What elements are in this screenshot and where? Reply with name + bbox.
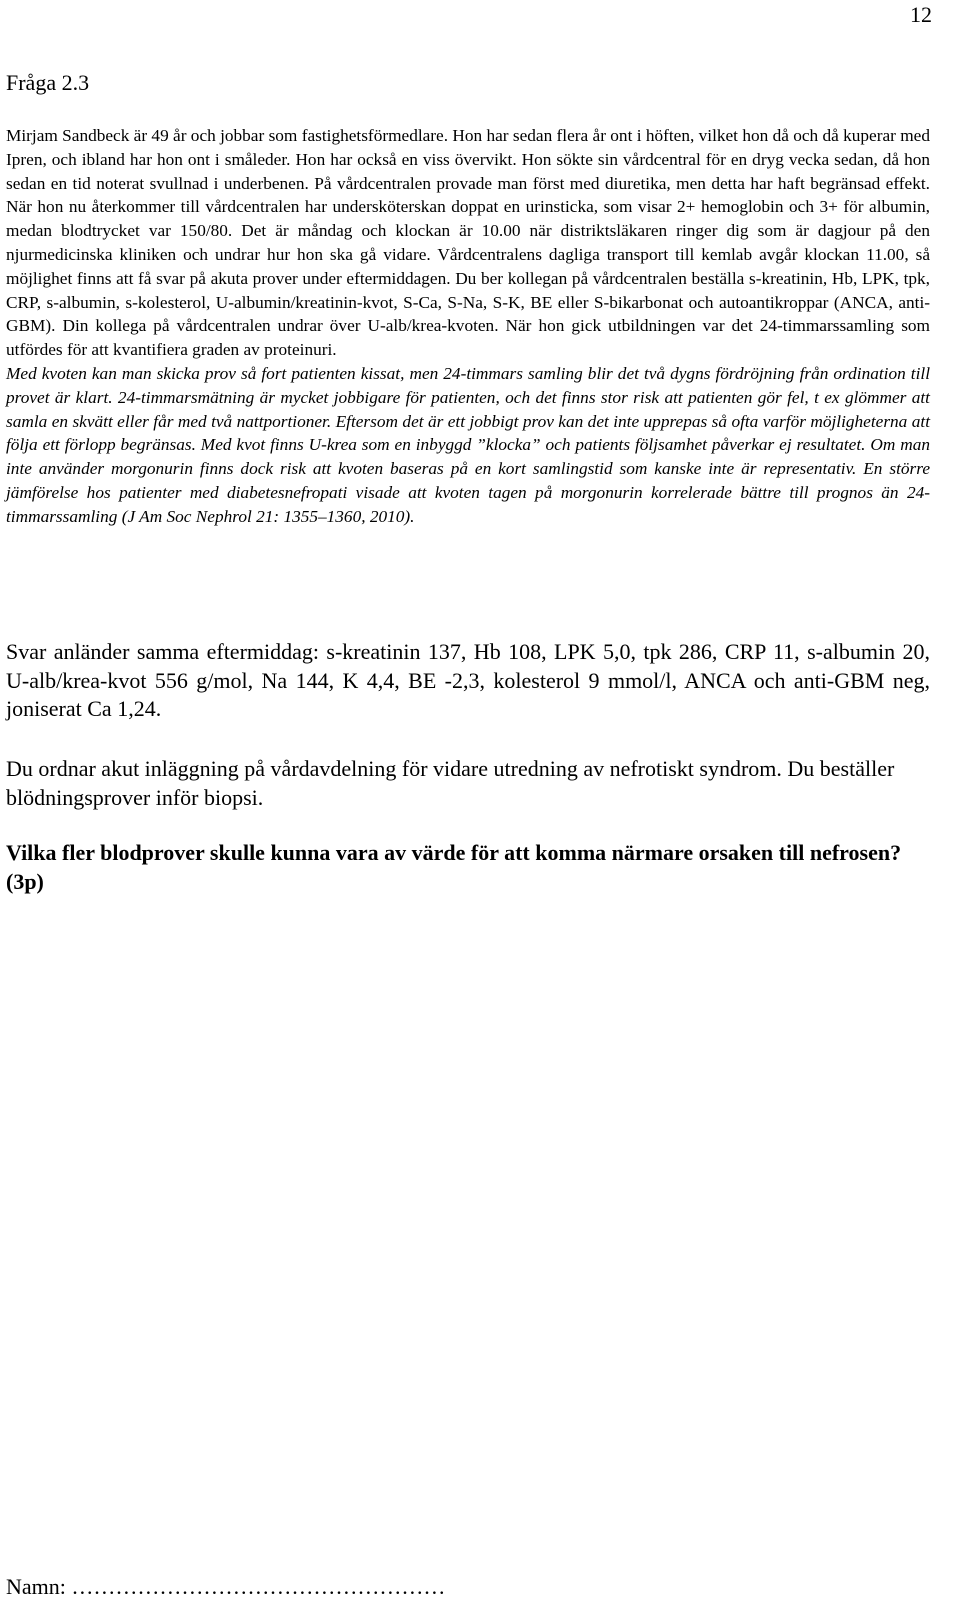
case-paragraph: Mirjam Sandbeck är 49 år och jobbar som fastighetsförmedlare. Hon har sedan flera år ont i höften, vilket hon då och då kuperar med Ipren, och ibland har hon ont i småleder. Hon har också en viss övervikt. Hon sökte sin vårdcentral för en dryg vecka sedan, då hon sedan en tid noterat svullnad i underbenen. På vårdcentralen provade man först med diuretika, men detta har haft begränsad effekt. När hon nu återkommer till vårdcentralen har undersköterskan doppat en urinsticka, som visar 2+ hemoglobin och 3+ för albumin, medan blodtrycket var 150/80. Det är måndag och klockan är 10.00 när distriktsläkaren ringer dig som är dagjour på den njurmedicinska kliniken och undrar hur hon ska gå vidare. Vårdcentralens dagliga transport till kemlab avgår klockan 11.00, så möjlighet finns att få svar på akuta prover under eftermiddagen. Du ber kollegan på vårdcentralen beställa s-kreatinin, Hb, LPK, tpk, CRP, s-albumin, s-kolesterol, U-albumin/kreatinin-kvot, S-Ca, S-Na, S-K, BE eller S-bikarbonat och autoantikroppar (ANCA, anti-GBM). Din kollega på vårdcentralen undrar över U-alb/krea-kvoten. När hon gick utbildningen var det 24-timmarssamling som utfördes för att kvantifiera graden av proteinuri. [6,126,930,360]
case-description [6,124,930,529]
question-prompt: Vilka fler blodprover skulle kunna vara av värde för att komma närmare orsaken till nefrosen? (3p) [6,840,902,894]
question-title: Fråga 2.3 [6,70,90,95]
admission-text: Du ordnar akut inläggning på vårdavdelning för vidare utredning av nefrotiskt syndrom. Du beställer blödningsprover inför biopsi. [6,756,895,810]
lab-results: Svar anländer samma eftermiddag: s-kreatinin 137, Hb 108, LPK 5,0, tpk 286, CRP 11, s-albumin 20, U-alb/krea-kvot 556 g/mol, Na 144, K 4,4, BE -2,3, kolesterol 9 mmol/l, ANCA och anti-GBM neg, joniserat Ca 1,24. [6,639,930,721]
name-field-line: Namn: …………………………………………… [6,1574,446,1599]
page-number: 12 [910,2,932,27]
italic-explanation: Med kvoten kan man skicka prov så fort patienten kissat, men 24-timmars samling blir det två dygns fördröjning från ordination till provet är klart. 24-timmarsmätning är mycket jobbigare för patienten, och det finns stor risk att patienten gör fel, t ex glömmer att samla en skvätt eller får med två nattportioner. Eftersom det är ett jobbigt prov kan det inte upprepas så ofta varför möjligheterna att följa ett förlopp begränsas. Med kvot finns U-krea som en inbyggd ”klocka” och patients följsamhet påverkar ej resultatet. Om man inte använder morgonurin finns dock risk att kvoten baseras på en kort samlingstid som kanske inte är representativ. En större jämförelse hos patienter med diabetesnefropati visade att kvoten tagen på morgonurin korrelerade bättre till prognos än 24- timmarssamling (J Am Soc Nephrol 21: 1355–1360, 2010). [6,363,930,526]
